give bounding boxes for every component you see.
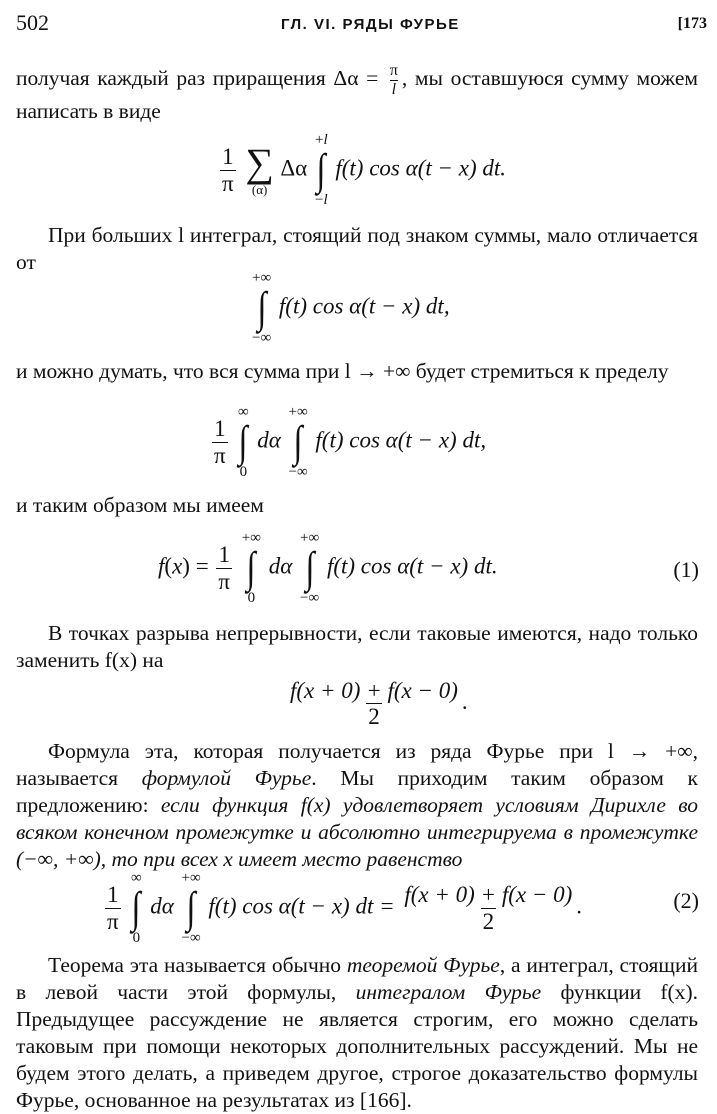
paragraph-1: получая каждый раз приращения Δα = $\frac{\pi}{l}$ , мы оставшуюся сумму можем написать в виде: [16, 62, 699, 124]
paragraph-3: и можно думать, что вся сумма при l → +∞ будет стремиться к пределу: [16, 359, 669, 383]
increment-fraction: $\frac{\pi}{l}$: [389, 62, 398, 98]
equation-2: $\frac{1}{\pi}$ ∞ ∫ 0 dα +∞ ∫ −∞ f(t) cos α(t − x) dt = $\frac{f(x + 0) + f(x - 0)}{2}$ .: [107, 870, 583, 946]
paragraph-4: и таким образом мы имеем: [16, 493, 264, 517]
equation-2-number: (2): [673, 888, 699, 913]
equation-1-number: (1): [673, 557, 699, 582]
paragraph-2: При больших l интеграл, стоящий под знаком суммы, мало отличается от: [16, 223, 698, 274]
chapter-title: ГЛ. VI. РЯДЫ ФУРЬЕ: [281, 16, 460, 33]
equation-average: $\frac{f(x + 0) + f(x - 0)}{2}$ .: [290, 678, 468, 730]
paragraph-5: В точках разрыва непрерывности, если таковые имеются, надо только заменить f(x) на: [16, 621, 698, 672]
section-number: [173: [677, 15, 707, 32]
equation-limit: $\frac{1}{\pi}$ ∞ ∫ 0 dα +∞ ∫ −∞ f(t) cos α(t − x) dt,: [214, 404, 487, 480]
paragraph-7: Теорема эта называется обычно теоремой Фурье, а интеграл, стоящий в левой части этой формулы, интегралом Фурье функции f(x). Предыдущее рассуждение не является строгим, его можно сделать таковым при помощи некоторых дополнительных рассуждений. Мы не будем этого делать, а приведем другое, строгое доказательство формулы Фурье, основанное на результатах из [166].: [16, 953, 699, 1112]
equation-1: f(x) = $\frac{1}{\pi}$ +∞ ∫ 0 dα +∞ ∫ −∞ f(t) cos α(t − x) dt.: [158, 530, 498, 606]
page-number: 502: [16, 10, 49, 35]
equation-sum: $\frac{1}{\pi}$ ∑ (α) Δα +l ∫ −l f(t) cos α(t − x) dt.: [222, 132, 507, 208]
equation-integral: +∞ ∫ −∞ f(t) cos α(t − x) dt,: [252, 270, 450, 346]
page-header: [16, 10, 707, 34]
paragraph-6: Формула эта, которая получается из ряда Фурье при l → +∞, называется формулой Фурье. Мы приходим таким образом к предложению: если функция f(x) удовлетворяет условиям Дирихле во всяком конечном промежутке и абсолютно интегрируема в промежутке (−∞, +∞), то при всех x имеет место равенство: [16, 739, 698, 871]
